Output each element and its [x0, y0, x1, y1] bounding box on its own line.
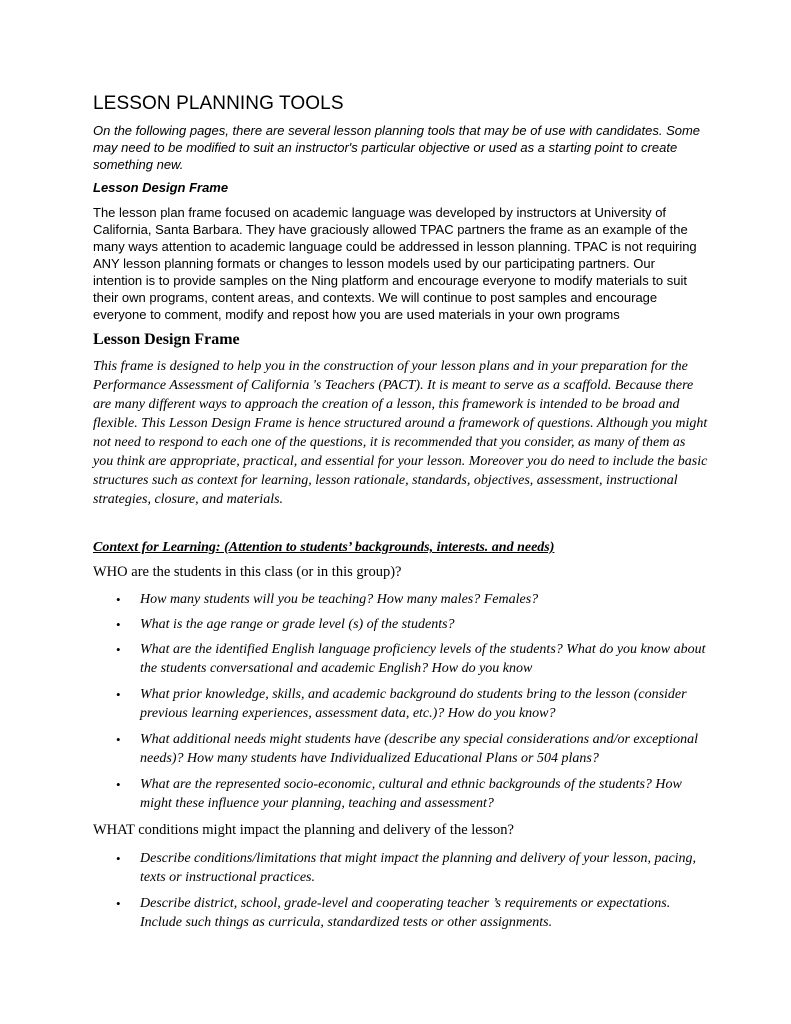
list-item: [93, 849, 709, 887]
bullet-icon: •: [116, 896, 121, 911]
list-item-text: What are the represented socio-economic, cultural and ethnic backgrounds of the students? How might these influence your planning, teaching and assessment?: [140, 777, 682, 811]
description-paragraph: The lesson plan frame focused on academic language was developed by instructors at University of California, Santa Barbara. They have graciously allowed TPAC partners the frame as an example of the many ways attention to academic language could be addressed in lesson planning. TPAC is not requiring ANY lesson planning formats or changes to lesson models used by our participating partners. Our intention is to provide samples on the Ning platform and encourage everyone to modify materials to suit their own programs, content areas, and contexts. We will continue to post samples and encourage everyone to comment, modify and repost how you are used materials in your own programs: [93, 205, 697, 322]
frame-body-paragraph: This frame is designed to help you in the construction of your lesson plans and in your preparation for the Performance Assessment of California 's Teachers (PACT). It is meant to serve as a scaffold. Because there are many different ways to approach the creation of a lesson, this framework is intended to be broad and flexible. This Lesson Design Frame is hence structured around a framework of questions. Although you might not need to respond to each one of the questions, it is recommended that you consider, as many of them as you think are appropriate, practical, and essential for your lesson. Moreover you do need to include the basic structures such as context for learning, lesson rationale, standards, objectives, assessment, instructional strategies, closure, and materials.: [93, 359, 708, 507]
list-item: [93, 894, 709, 932]
bullet-icon: •: [116, 592, 121, 607]
list-item: [93, 730, 709, 768]
who-bullet-list: [93, 590, 709, 820]
who-question: WHO are the students in this class (or in this group)?: [93, 564, 402, 580]
bullet-icon: •: [116, 617, 121, 632]
bullet-icon: •: [116, 851, 121, 866]
list-item: [93, 640, 709, 678]
list-item: [93, 615, 709, 634]
list-item: [93, 775, 709, 813]
bullet-icon: •: [116, 642, 121, 657]
frame-heading: Lesson Design Frame: [93, 331, 240, 348]
bullet-icon: •: [116, 687, 121, 702]
list-item-text: What is the age range or grade level (s) of the students?: [140, 617, 455, 632]
list-item: [93, 685, 709, 723]
intro-paragraph: On the following pages, there are several lesson planning tools that may be of use with candidates. Some may need to be modified to suit an instructor's particular objective or used as a starting point to create something new.: [93, 123, 701, 172]
lesson-design-frame-label: Lesson Design Frame: [93, 180, 229, 195]
bullet-icon: •: [116, 777, 121, 792]
list-item-text: How many students will you be teaching? How many males? Females?: [140, 592, 539, 607]
list-item-text: What are the identified English language proficiency levels of the students? What do you know about the students conversational and academic English? How do you know: [140, 642, 706, 676]
list-item-text: What additional needs might students have (describe any special considerations and/or exceptional needs)? How many students have Individualized Educational Plans or 504 plans?: [140, 732, 698, 766]
list-item-text: What prior knowledge, skills, and academic background do students bring to the lesson (consider previous learning experiences, assessment data, etc.)? How do you know?: [140, 687, 687, 721]
bullet-icon: •: [116, 732, 121, 747]
page-title: LESSON PLANNING TOOLS: [93, 93, 344, 114]
what-bullet-list: [93, 849, 709, 939]
list-item-text: Describe district, school, grade-level and cooperating teacher ’s requirements or expectations. Include such things as curricula, standardized tests or other assignments.: [140, 896, 671, 930]
context-for-learning-heading: Context for Learning: (Attention to students’ backgrounds, interests. and needs): [93, 540, 555, 555]
list-item-text: Describe conditions/limitations that might impact the planning and delivery of your lesson, pacing, texts or instructional practices.: [140, 851, 697, 885]
what-question: WHAT conditions might impact the planning and delivery of the lesson?: [93, 822, 514, 838]
list-item: [93, 590, 709, 609]
